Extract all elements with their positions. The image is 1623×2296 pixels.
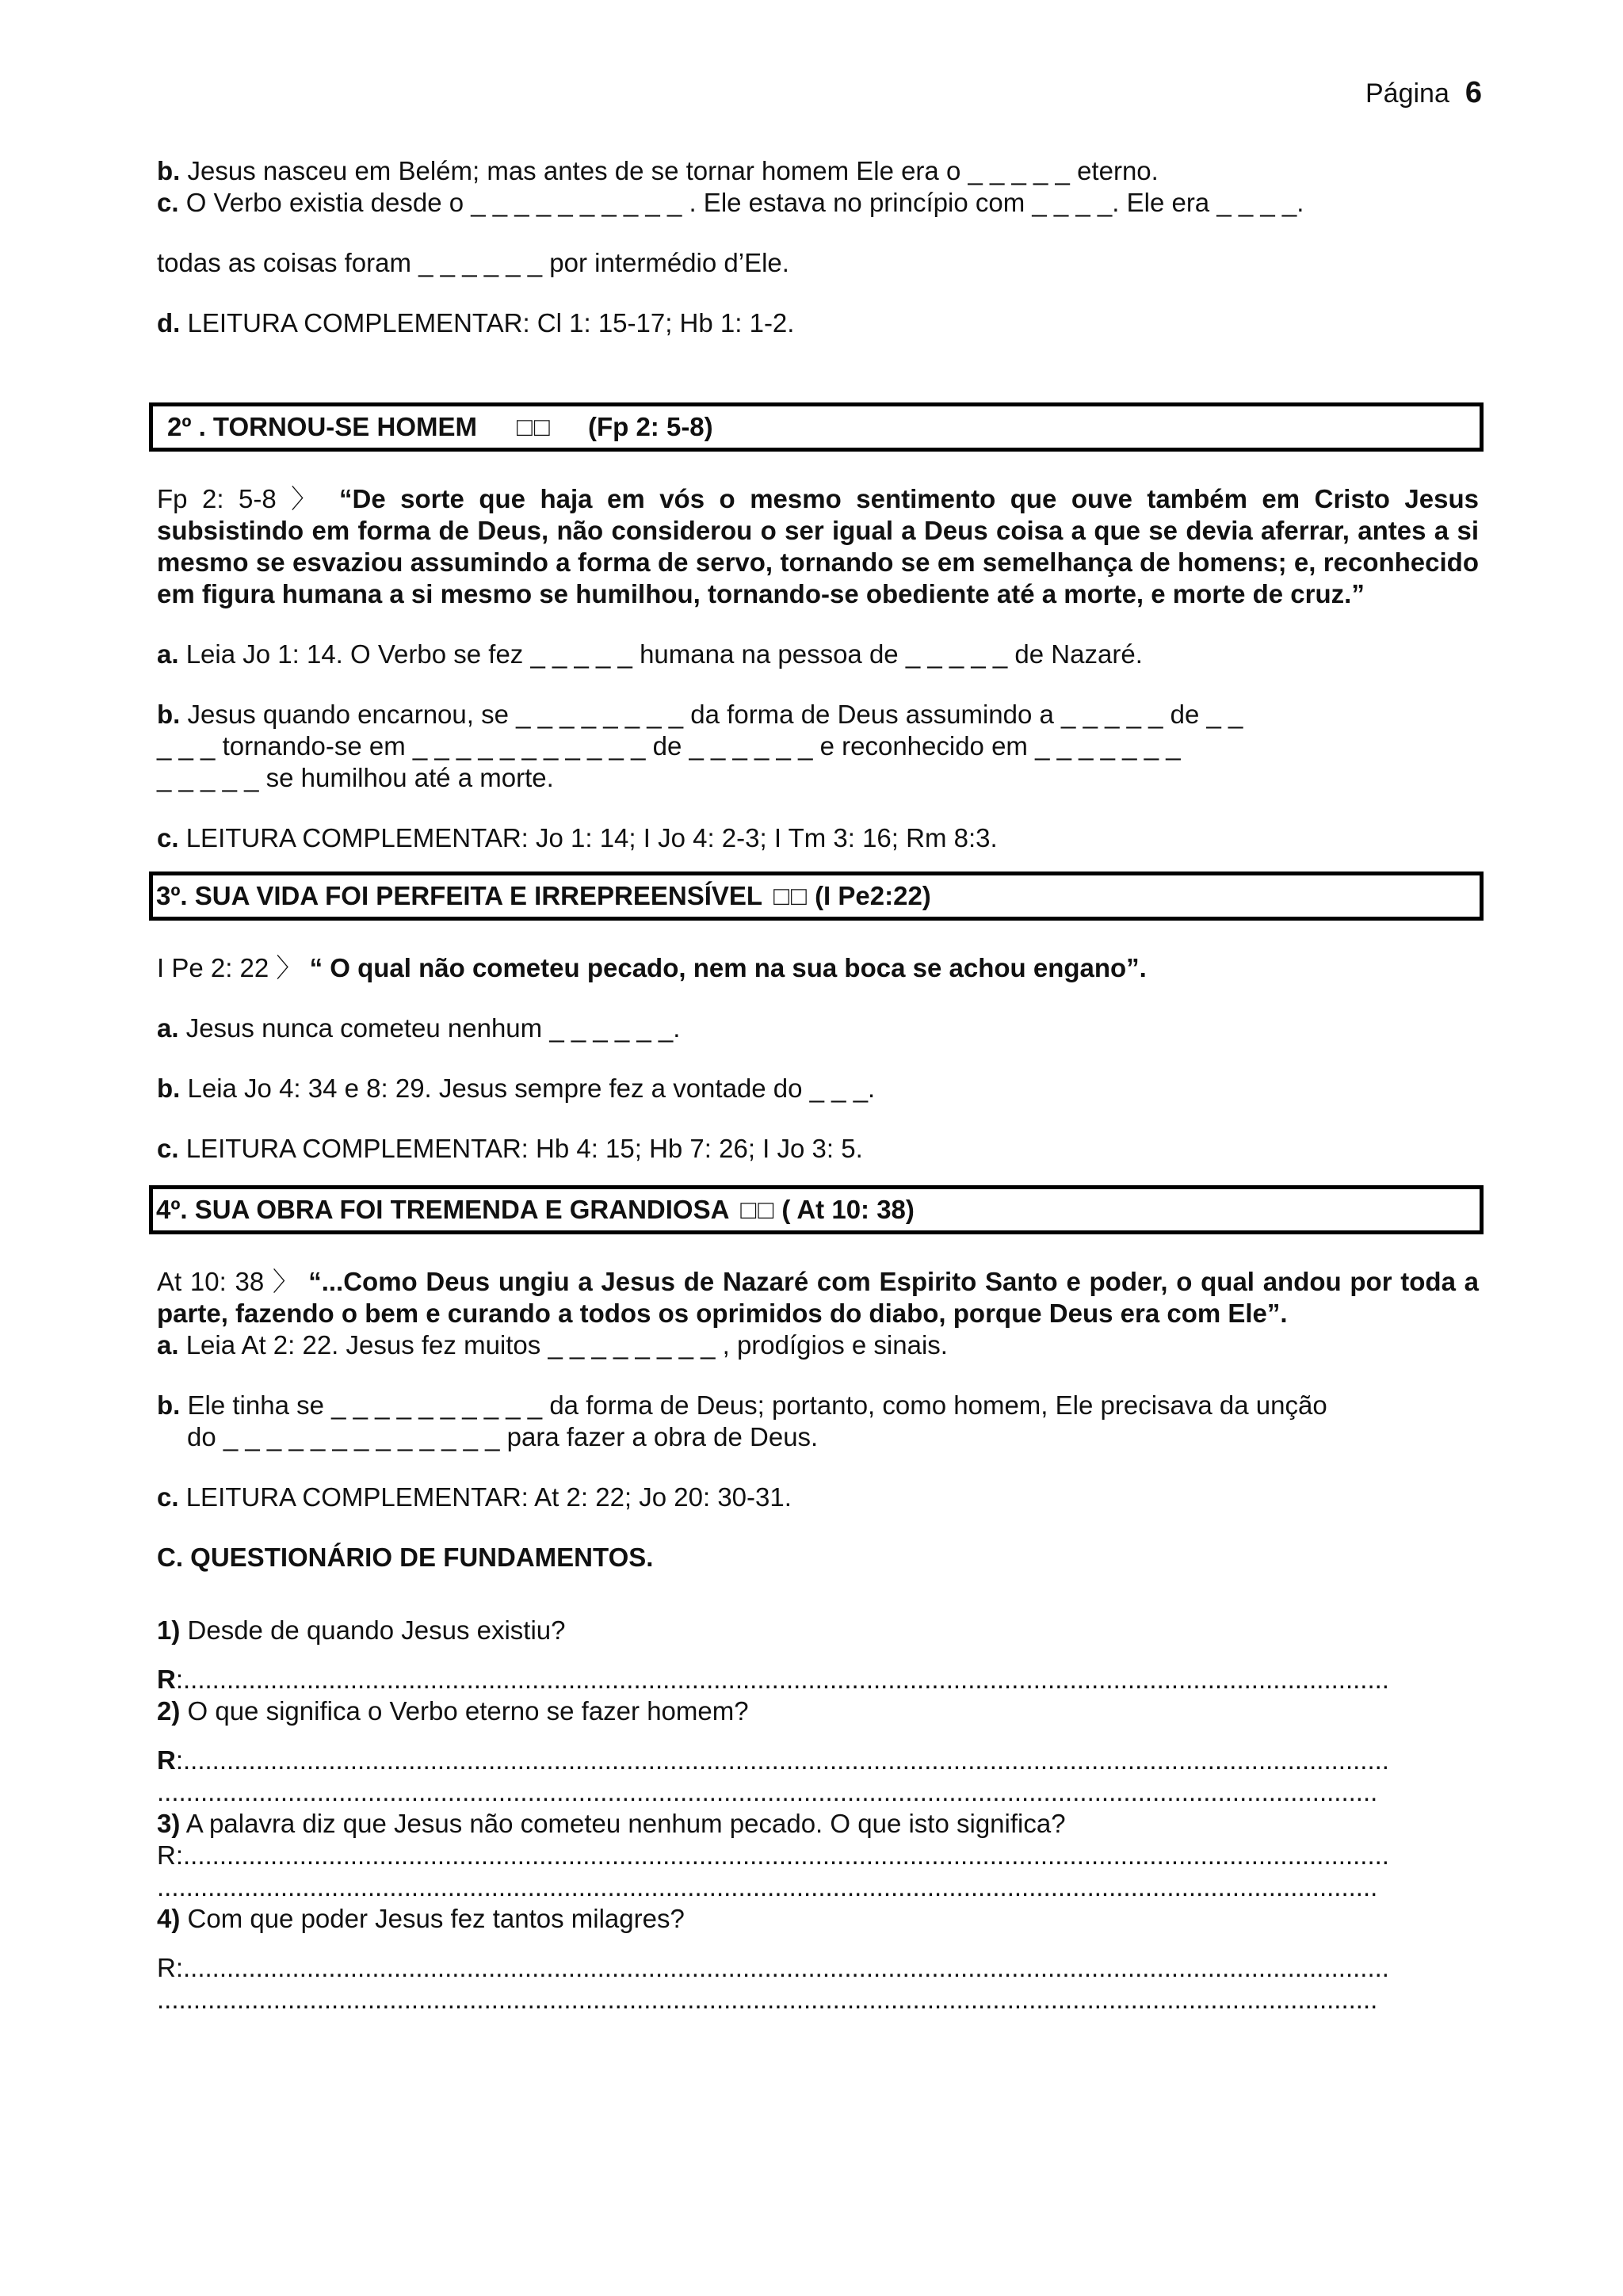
page-label: Página (1365, 78, 1449, 109)
section-2-title: 2º . TORNOU-SE HOMEM (167, 412, 477, 441)
section-3-title: 3º. SUA VIDA FOI PERFEITA E IRREPREENSÍVEL (156, 881, 763, 910)
section-2-item-b-line2: _ _ _ tornando-se em _ _ _ _ _ _ _ _ _ _ _ de _ _ _ _ _ _ e reconhecido em _ _ _ _ _ _ _ (157, 731, 1181, 761)
answer-3-line-cont[interactable]: ........................................................................................................................................................................ (157, 1872, 1378, 1901)
section-2-verse: Fp 2: 5-8 〉 “De sorte que haja em vós o mesmo sentimento que ouve também em Cristo Jesus subsistindo em forma de Deus, não considerou o ser igual a Deus coisa a que se devia aferrar, antes a si mesmo se esvaziou assumindo a forma de servo, tornando se em semelhança de homens; e, reconhecido em figura humana a si mesmo se humilhou, tornando-se obediente até a morte, e morte de cruz.” (157, 484, 1480, 608)
document-body (157, 155, 1479, 2016)
section-2-item-a: a. Leia Jo 1: 14. O Verbo se fez _ _ _ _ _ humana na pessoa de _ _ _ _ _ de Nazaré. (157, 639, 1143, 669)
quiz-heading: C. QUESTIONÁRIO DE FUNDAMENTOS. (157, 1543, 654, 1572)
section-4-header (149, 1185, 1484, 1234)
section-4-item-a: a. Leia At 2: 22. Jesus fez muitos _ _ _ _ _ _ _ _ , prodígios e sinais. (157, 1330, 948, 1360)
question-4: 4) Com que poder Jesus fez tantos milagres? (157, 1904, 685, 1933)
question-1: 1) Desde de quando Jesus existiu? (157, 1615, 566, 1645)
item-d: d. LEITURA COMPLEMENTAR: Cl 1: 15-17; Hb 1: 1-2. (157, 308, 795, 338)
section-2-item-c: c. LEITURA COMPLEMENTAR: Jo 1: 14; I Jo 4: 2-3; I Tm 3: 16; Rm 8:3. (157, 823, 998, 852)
section-2-ref: (Fp 2: 5-8) (587, 412, 713, 441)
item-c-continuation: todas as coisas foram _ _ _ _ _ _ por intermédio d’Ele. (157, 248, 789, 277)
section-4-item-c: c. LEITURA COMPLEMENTAR: At 2: 22; Jo 20: 30-31. (157, 1482, 792, 1512)
section-4-item-b-line2: do _ _ _ _ _ _ _ _ _ _ _ _ _ para fazer a obra de Deus. (187, 1422, 819, 1451)
section-3-ref: (I Pe2:22) (815, 881, 931, 910)
answer-4-line[interactable]: R:...................................................................................................................................................................... (157, 1953, 1389, 1982)
section-2-item-b: b. Jesus quando encarnou, se _ _ _ _ _ _ _ _ da forma de Deus assumindo a _ _ _ _ _ de _ _ (157, 700, 1243, 729)
section-2-icon: □□ (516, 412, 552, 441)
item-c: c. O Verbo existia desde o _ _ _ _ _ _ _ _ _ _ . Ele estava no princípio com _ _ _ _. Ele era _ _ _ _. (157, 188, 1304, 217)
section-3-item-a: a. Jesus nunca cometeu nenhum _ _ _ _ _ _. (157, 1013, 681, 1043)
section-4-icon: □□ (740, 1195, 776, 1224)
section-3-header (149, 871, 1484, 921)
section-2-header (149, 402, 1484, 452)
question-3: 3) A palavra diz que Jesus não cometeu nenhum pecado. O que isto significa? (157, 1809, 1066, 1838)
section-4-item-b: b. Ele tinha se _ _ _ _ _ _ _ _ _ _ da forma de Deus; portanto, como homem, Ele precisava da unção (157, 1390, 1327, 1420)
item-b: b. Jesus nasceu em Belém; mas antes de se tornar homem Ele era o _ _ _ _ _ eterno. (157, 156, 1159, 185)
page-number: 6 (1465, 76, 1482, 109)
answer-2-line-cont[interactable]: ........................................................................................................................................................................ (157, 1777, 1378, 1806)
page-header (1365, 76, 1482, 110)
section-4-title: 4º. SUA OBRA FOI TREMENDA E GRANDIOSA (156, 1195, 730, 1224)
section-3-icon: □□ (773, 881, 808, 910)
section-4-ref: ( At 10: 38) (781, 1195, 915, 1224)
question-2: 2) O que significa o Verbo eterno se fazer homem? (157, 1696, 749, 1726)
section-3-item-c: c. LEITURA COMPLEMENTAR: Hb 4: 15; Hb 7: 26; I Jo 3: 5. (157, 1134, 863, 1163)
answer-3-line[interactable]: R:...................................................................................................................................................................... (157, 1840, 1389, 1870)
answer-1-line[interactable]: R:...................................................................................................................................................................... (157, 1665, 1389, 1694)
section-2-item-b-line3: _ _ _ _ _ se humilhou até a morte. (157, 763, 554, 792)
section-3-verse: I Pe 2: 22 〉 “ O qual não cometeu pecado, nem na sua boca se achou engano”. (157, 953, 1147, 982)
section-4-verse: At 10: 38 〉 “...Como Deus ungiu a Jesus de Nazaré com Espirito Santo e poder, o qual andou por toda a parte, fazendo o bem e curando a todos os oprimidos do diabo, porque Deus era com Ele”. (157, 1267, 1480, 1328)
section-3-item-b: b. Leia Jo 4: 34 e 8: 29. Jesus sempre fez a vontade do _ _ _. (157, 1074, 876, 1103)
answer-4-line-cont[interactable]: ........................................................................................................................................................................ (157, 1985, 1378, 2014)
answer-2-line[interactable]: R:...................................................................................................................................................................... (157, 1745, 1389, 1775)
